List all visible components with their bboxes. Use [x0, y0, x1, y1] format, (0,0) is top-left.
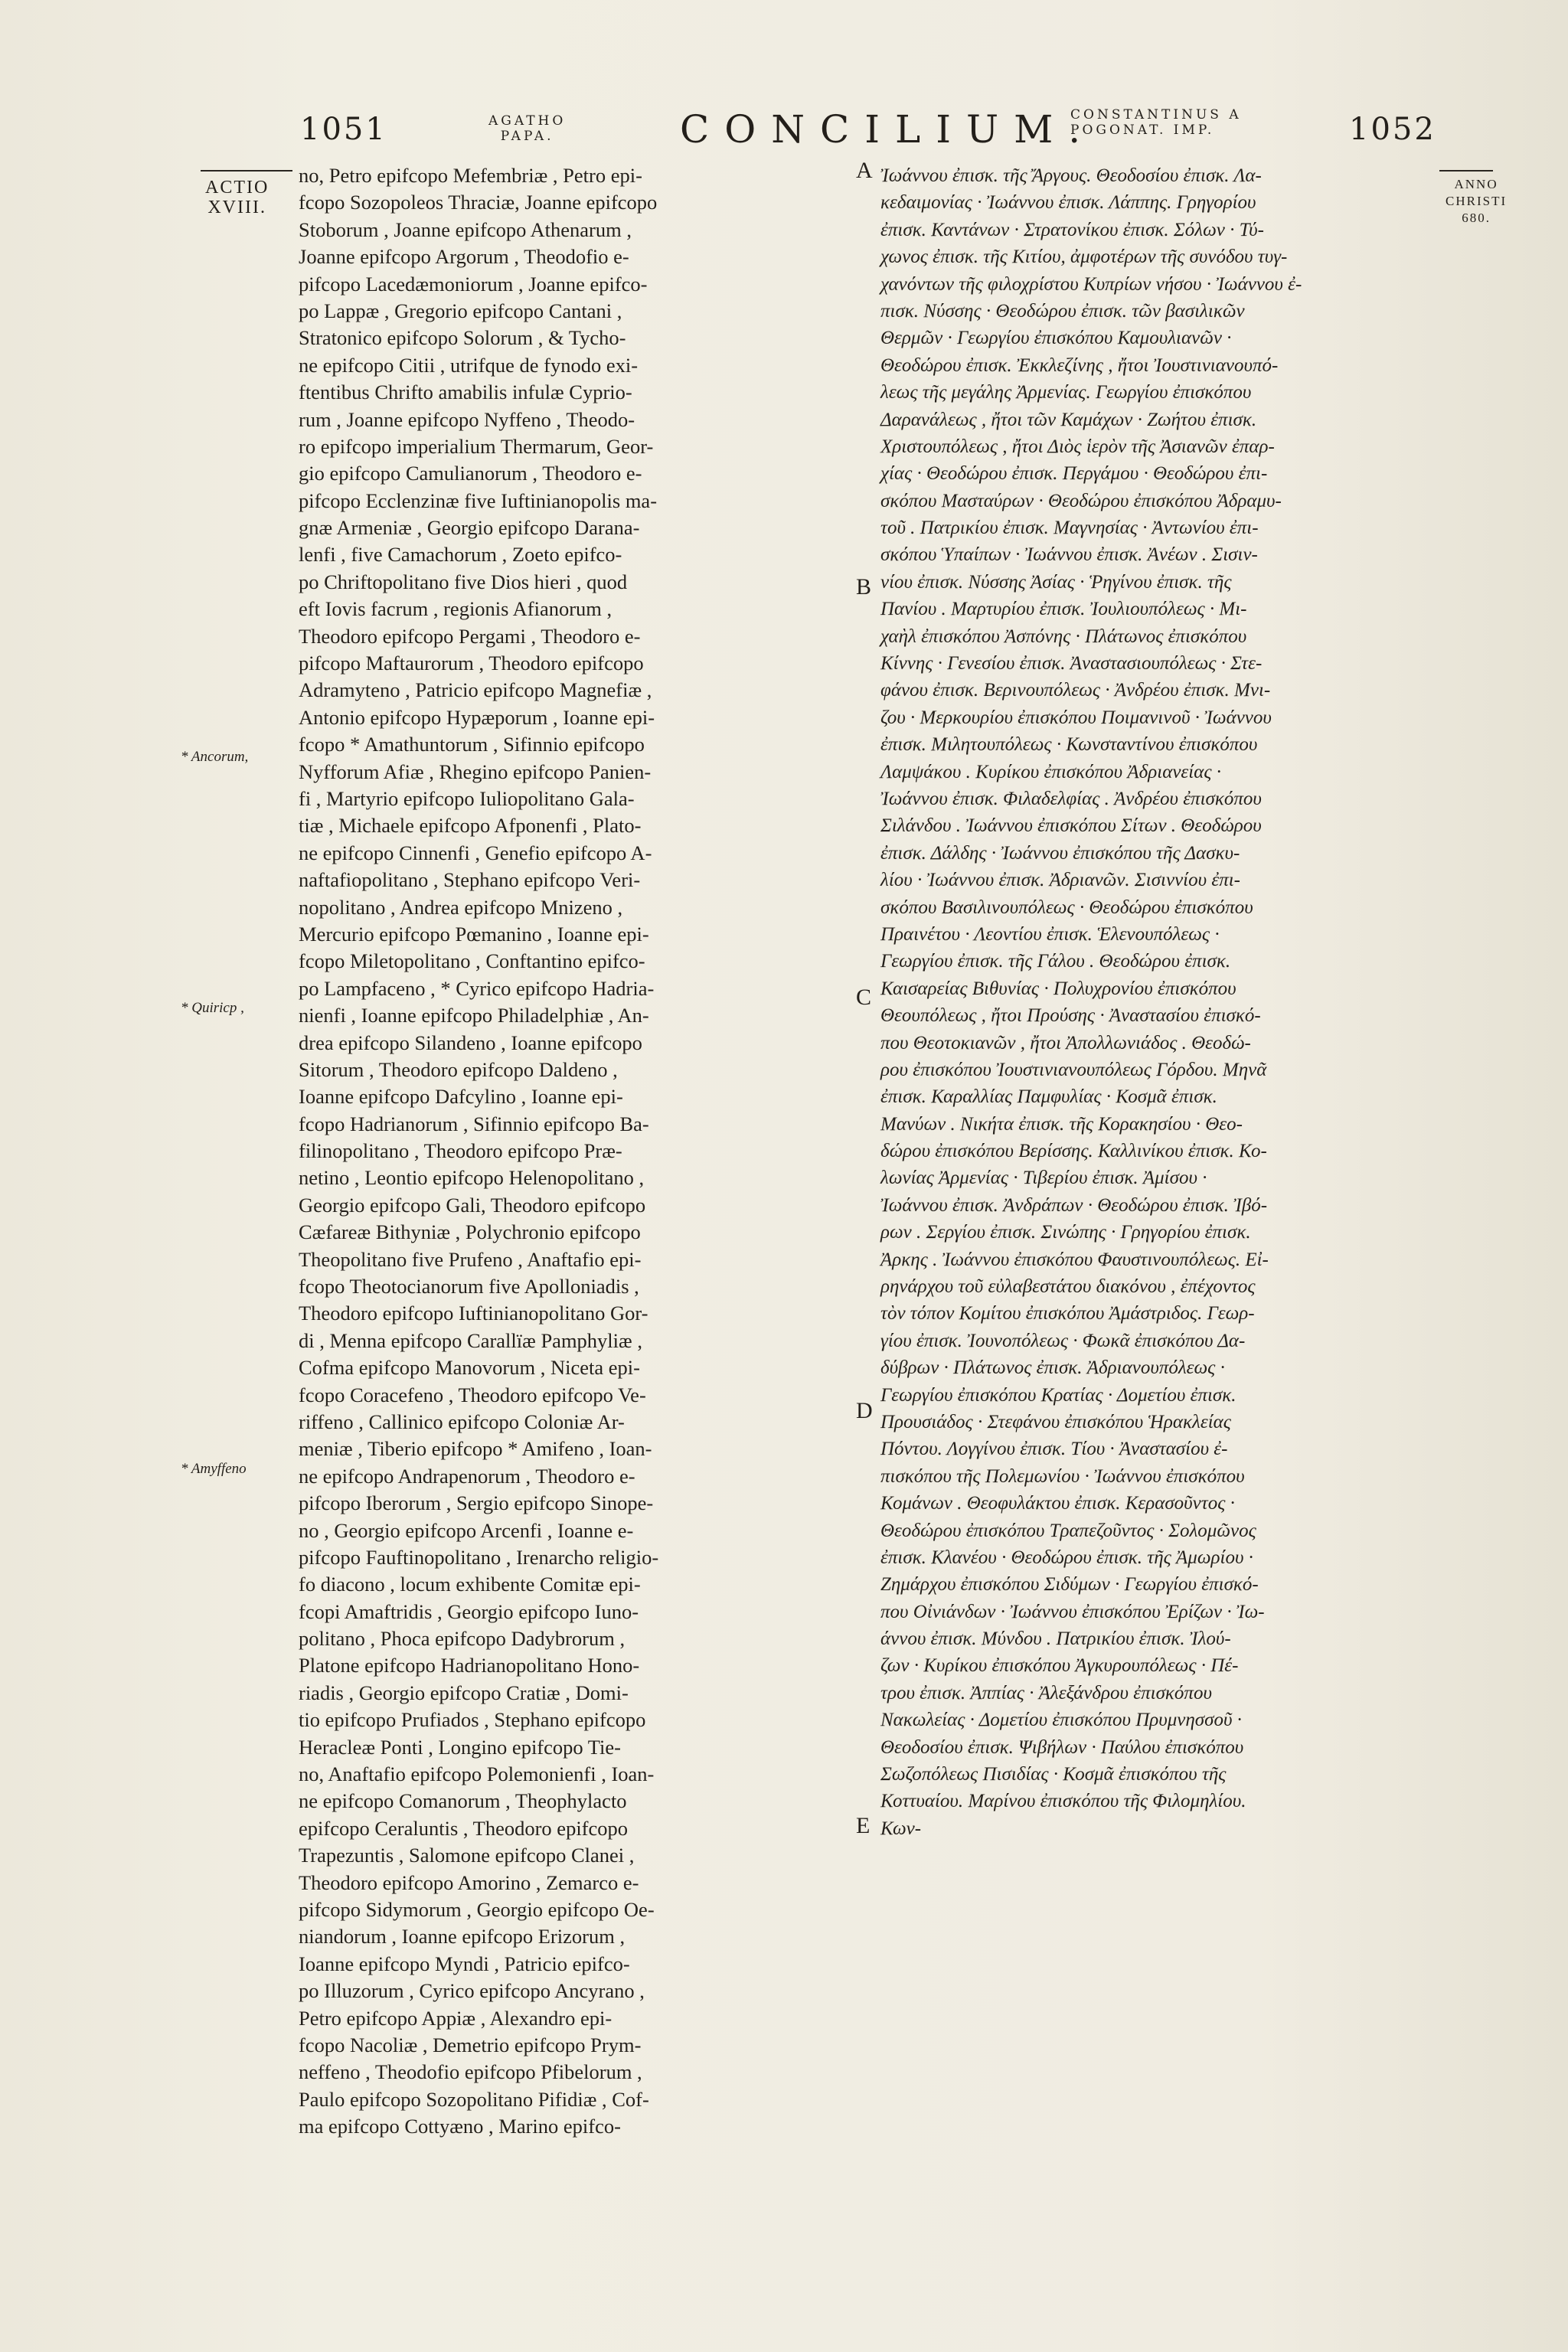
greek-text-line: φάνου ἐπισκ. Βερινουπόλεως · Ἀνδρέου ἐπισκ. Μνι- — [880, 680, 1271, 701]
latin-text-line: gio epifcopo Camulianorum , Theodoro e- — [299, 462, 642, 485]
latin-text-line: pifcopo Sidymorum , Georgio epifcopo Oe- — [299, 1898, 655, 1921]
greek-text-line: πισκ. Νύσσης · Θεοδώρου ἐπισκ. τῶν βασιλικῶν — [880, 300, 1245, 322]
greek-text-line: τὸν τόπον Κομίτου ἐπισκόπου Ἀμάστριδος. Γεωρ- — [880, 1303, 1255, 1325]
greek-text-line: Σωζοπόλεως Πισιδίας · Κοσμᾶ ἐπισκόπου τῆς — [880, 1764, 1227, 1785]
greek-text-line: Χριστουπόλεως , ἤτοι Διὸς ἱερὸν τῆς Ἀσιανῶν ἐπαρ- — [880, 436, 1275, 457]
latin-text-line: lenfi , five Camachorum , Zoeto epifco- — [299, 543, 622, 567]
greek-text-line: Δαρανάλεως , ἤτοι τῶν Καμάχων · Ζωήτου ἐπισκ. — [880, 409, 1257, 430]
author-line-2: PAPA. — [500, 129, 554, 144]
margin-note-quiricp: * Quiricp , — [181, 1000, 244, 1016]
latin-text-line: Theodoro epifcopo Iuftinianopolitano Gor- — [299, 1302, 648, 1325]
greek-column — [880, 162, 1436, 1842]
page-number-right: 1052 — [1349, 112, 1436, 147]
latin-text-line: di , Menna epifcopo Carallïæ Pamphyliæ , — [299, 1328, 642, 1352]
latin-text-line: Paulo epifcopo Sozopolitano Pifidiæ , Cof- — [299, 2087, 649, 2111]
latin-text-line: netino , Leontio epifcopo Helenopolitano , — [299, 1166, 645, 1190]
latin-text-line: po Chriftopolitano five Dios hieri , quod — [299, 570, 628, 593]
latin-text-line: Cæfareæ Bithyniæ , Polychronio epifcopo — [299, 1220, 641, 1244]
greek-text-line: ζου · Μερκουρίου ἐπισκόπου Ποιμανινοῦ · Ἰωάννου — [880, 707, 1272, 728]
greek-text-line: δώρου ἐπισκόπου Βερίσσης. Καλλινίκου ἐπισκ. Κο- — [880, 1141, 1267, 1162]
latin-column — [299, 162, 850, 2141]
latin-text-line: riadis , Georgio epifcopo Cratiæ , Domi- — [299, 1681, 629, 1704]
latin-text-line: niandorum , Ioanne epifcopo Erizorum , — [299, 1925, 626, 1949]
latin-text-line: gnæ Armeniæ , Georgio epifcopo Darana- — [299, 516, 640, 540]
greek-text-line: δύβρων · Πλάτωνος ἐπισκ. Ἀδριανουπόλεως · — [880, 1357, 1225, 1379]
latin-text-line: ne epifcopo Cinnenfi , Genefio epifcopo A- — [299, 841, 652, 864]
page-title: CONCILIUM. — [680, 107, 1096, 152]
latin-text-line: pifcopo Iberorum , Sergio epifcopo Sinope- — [299, 1491, 654, 1515]
section-letter-d: D — [856, 1398, 873, 1423]
greek-text-line: Πραινέτου · Λεοντίου ἐπισκ. Ἑλενουπόλεως · — [880, 923, 1220, 945]
greek-text-line: Κων- — [880, 1818, 922, 1839]
greek-text-line: Θεοδοσίου ἐπισκ. Ψιβήλων · Παύλου ἐπισκόπου — [880, 1736, 1244, 1758]
latin-text-line: Cofma epifcopo Manovorum , Niceta epi- — [299, 1356, 640, 1380]
latin-text-line: neffeno , Theodofio epifcopo Pfibelorum , — [299, 2060, 642, 2084]
greek-text-line: χίας · Θεοδώρου ἐπισκ. Περγάμου · Θεοδώρου ἐπι- — [880, 463, 1268, 485]
greek-text-line: που Θεοτοκιανῶν , ἤτοι Ἀπολλωνιάδος . Θεοδώ- — [880, 1032, 1251, 1054]
latin-text-line: Ioanne epifcopo Dafcylino , Ioanne epi- — [299, 1085, 623, 1109]
latin-text-line: Platone epifcopo Hadrianopolitano Hono- — [299, 1654, 640, 1677]
greek-text-line: λεως τῆς μεγάλης Ἀρμενίας. Γεωργίου ἐπισκόπου — [880, 382, 1252, 403]
latin-text-line: fo diacono , locum exhibente Comitæ epi- — [299, 1573, 641, 1596]
latin-text-line: nopolitano , Andrea epifcopo Mnizeno , — [299, 895, 623, 919]
greek-text-line: Λαμψάκου . Κυρίκου ἐπισκόπου Ἀδριανείας · — [880, 761, 1221, 782]
latin-text-line: po Lappæ , Gregorio epifcopo Cantani , — [299, 299, 622, 322]
greek-text-line: Θεοδώρου ἐπισκόπου Τραπεζοῦντος · Σολομῶνος — [880, 1520, 1256, 1541]
margin-rule-right — [1439, 170, 1493, 172]
margin-rule-left — [201, 170, 292, 172]
actio-line-2: XVIII. — [207, 198, 266, 217]
latin-text-line: ne epifcopo Citii , utrifque de fynodo exi- — [299, 353, 639, 377]
greek-text-line: ρηνάρχου τοῦ εὐλαβεστάτου διακόνου , ἐπέχοντος — [880, 1276, 1256, 1298]
greek-text-line: νίου ἐπισκ. Νύσσης Ἀσίας · Ῥηγίνου ἐπισκ. τῆς — [880, 571, 1232, 593]
latin-text-line: fcopo * Amathuntorum , Sifinnio epifcopo — [299, 733, 645, 756]
latin-text-line: fcopo Miletopolitano , Conftantino epifco- — [299, 949, 645, 973]
latin-text-line: ftentibus Chrifto amabilis infulæ Cyprio- — [299, 381, 632, 404]
latin-text-line: fcopo Theotocianorum five Apolloniadis , — [299, 1275, 639, 1298]
greek-text-line: Προυσιάδος · Στεφάνου ἐπισκόπου Ἡρακλείας — [880, 1411, 1231, 1432]
latin-text-line: tio epifcopo Prufiados , Stephano epifcopo — [299, 1708, 646, 1732]
latin-text-line: no, Anaftafio epifcopo Polemonienfi , Ioan- — [299, 1762, 655, 1786]
anno-line-1: ANNO — [1454, 177, 1498, 191]
actio-line-1: ACTIO — [205, 178, 270, 198]
greek-text-line: άννου ἐπισκ. Μύνδου . Πατρικίου ἐπισκ. Ἰλού- — [880, 1628, 1231, 1650]
greek-text-line: Ζημάρχου ἐπισκόπου Σιδύμων · Γεωργίου ἐπισκό- — [880, 1574, 1259, 1596]
latin-text-line: Mercurio epifcopo Pœmanino , Ioanne epi- — [299, 922, 649, 946]
latin-text-line: ne epifcopo Comanorum , Theophylacto — [299, 1789, 627, 1813]
latin-text-line: drea epifcopo Silandeno , Ioanne epifcopo — [299, 1031, 642, 1054]
latin-text-line: Adramyteno , Patricio epifcopo Magnefiæ , — [299, 678, 652, 702]
greek-text-line: Κίννης · Γενεσίου ἐπισκ. Ἀναστασιουπόλεως · Στε- — [880, 653, 1263, 675]
greek-text-line: χαὴλ ἐπισκόπου Ἀσπόνης · Πλάτωνος ἐπισκόπου — [880, 626, 1247, 647]
latin-text-line: fcopi Amaftridis , Georgio epifcopo Iuno- — [299, 1599, 639, 1623]
anno-line-2: CHRISTI — [1446, 194, 1508, 208]
latin-text-line: fi , Martyrio epifcopo Iuliopolitano Gala- — [299, 786, 635, 810]
greek-text-line: τοῦ . Πατρικίου ἐπισκ. Μαγνησίας · Ἀντωνίου ἐπι- — [880, 518, 1259, 539]
greek-text-line: λωνίας Ἀρμενίας · Τιβερίου ἐπισκ. Ἀμίσου · — [880, 1168, 1207, 1189]
latin-text-line: Georgio epifcopo Gali, Theodoro epifcopo — [299, 1193, 646, 1217]
latin-text-line: Sitorum , Theodoro epifcopo Daldeno , — [299, 1057, 618, 1081]
greek-text-line: χανόντων τῆς φιλοχρίστου Κυπρίων νήσου · Ἰωάννου ἐ- — [880, 273, 1302, 295]
latin-text-line: Trapezuntis , Salomone epifcopo Clanei , — [299, 1844, 635, 1867]
greek-text-line: κεδαιμονίας · Ἰωάννου ἐπισκ. Λάππης. Γρηγορίου — [880, 192, 1256, 214]
greek-text-line: λίου · Ἰωάννου ἐπισκ. Ἀδριανῶν. Σισιννίου ἐπι- — [880, 870, 1240, 891]
latin-text-line: ma epifcopo Cottyæno , Marino epifco- — [299, 2115, 621, 2138]
greek-text-line: Πόντου. Λογγίνου ἐπισκ. Τίου · Ἀναστασίου ἐ- — [880, 1439, 1228, 1460]
latin-text-line: Petro epifcopo Appiæ , Alexandro epi- — [299, 2006, 612, 2030]
latin-text-line: Ioanne epifcopo Myndi , Patricio epifco- — [299, 1952, 630, 1975]
latin-text-line: tiæ , Michaele epifcopo Afponenfi , Plato- — [299, 814, 642, 838]
greek-text-line: Σιλάνδου . Ἰωάννου ἐπισκόπου Σίτων . Θεοδώρου — [880, 815, 1262, 837]
latin-text-line: Stoborum , Joanne epifcopo Athenarum , — [299, 217, 632, 241]
emperor-heading — [1070, 107, 1242, 138]
latin-text-line: pifcopo Lacedæmoniorum , Joanne epifco- — [299, 272, 648, 296]
latin-text-line: politano , Phoca epifcopo Dadybrorum , — [299, 1627, 626, 1651]
actio-marker — [205, 178, 269, 217]
greek-text-line: Καισαρείας Βιθυνίας · Πολυχρονίου ἐπισκόπου — [880, 978, 1236, 999]
section-letter-a: A — [856, 158, 873, 183]
latin-text-line: ne epifcopo Andrapenorum , Theodoro e- — [299, 1464, 635, 1488]
greek-text-line: Ἰωάννου ἐπισκ. Φιλαδελφίας . Ἀνδρέου ἐπισκόπου — [880, 788, 1262, 809]
latin-text-line: riffeno , Callinico epifcopo Coloniæ Ar- — [299, 1410, 625, 1433]
greek-text-line: ἐπισκ. Μιλητουπόλεως · Κωνσταντίνου ἐπισκόπου — [880, 734, 1258, 756]
latin-text-line: po Illuzorum , Cyrico epifcopo Ancyrano , — [299, 1979, 645, 2003]
emperor-line-2: POGONAT. IMP. — [1070, 122, 1215, 138]
latin-text-line: fcopo Sozopoleos Thraciæ, Joanne epifcopo — [299, 191, 658, 214]
latin-text-line: Theodoro epifcopo Pergami , Theodoro e- — [299, 624, 641, 648]
latin-text-line: fcopo Nacoliæ , Demetrio epifcopo Prym- — [299, 2033, 642, 2056]
greek-text-line: Γεωργίου ἐπισκόπου Κρατίας · Δομετίου ἐπισκ. — [880, 1384, 1236, 1406]
greek-text-line: Κοττυαίου. Μαρίνου ἐπισκόπου τῆς Φιλομηλίου. — [880, 1791, 1246, 1812]
latin-text-line: Heracleæ Ponti , Longino epifcopo Tie- — [299, 1735, 621, 1759]
greek-text-line: σκόπου Μασταύρων · Θεοδώρου ἐπισκόπου Ἀδραμυ- — [880, 490, 1282, 511]
greek-text-line: Νακωλείας · Δομετίου ἐπισκόπου Πρυμνησσοῦ · — [880, 1710, 1242, 1731]
greek-text-line: ρου ἐπισκόπου Ἰουστινιανουπόλεως Γόρδου. Μηνᾶ — [880, 1059, 1267, 1080]
latin-text-line: pifcopo Fauftinopolitano , Irenarcho religio- — [299, 1545, 659, 1569]
latin-text-line: epifcopo Ceraluntis , Theodoro epifcopo — [299, 1816, 629, 1840]
greek-text-line: ἐπισκ. Καραλλίας Παμφυλίας · Κοσμᾶ ἐπισκ. — [880, 1086, 1217, 1108]
latin-text-line: pifcopo Ecclenzinæ five Iuftinianopolis ma- — [299, 488, 658, 512]
greek-text-line: πισκόπου τῆς Πολεμωνίου · Ἰωάννου ἐπισκόπου — [880, 1465, 1245, 1487]
greek-text-line: τρου ἐπισκ. Ἀππίας · Ἀλεξάνδρου ἐπισκόπου — [880, 1682, 1212, 1704]
greek-text-line: Ἰωάννου ἐπισκ. τῆς Ἄργους. Θεοδοσίου ἐπισκ. Λα- — [880, 165, 1262, 186]
section-letter-e: E — [856, 1813, 871, 1838]
latin-text-line: eft Iovis facrum , regionis Afianorum , — [299, 597, 612, 621]
latin-text-line: fcopo Hadrianorum , Sifinnio epifcopo Ba- — [299, 1112, 649, 1135]
anno-christi-marker — [1446, 176, 1507, 227]
greek-text-line: ἐπισκ. Καντάνων · Στρατονίκου ἐπισκ. Σόλων · Τύ- — [880, 219, 1264, 240]
latin-text-line: nienfi , Ioanne epifcopo Philadelphiæ , An- — [299, 1004, 649, 1027]
greek-text-line: Θεοδώρου ἐπισκ. Ἐκκλεζίνης , ἤτοι Ἰουστινιανουπό- — [880, 354, 1279, 376]
latin-text-line: filinopolitano , Theodoro epifcopo Præ- — [299, 1139, 622, 1163]
greek-text-line: ζων · Κυρίκου ἐπισκόπου Ἀγκυρουπόλεως · Πέ- — [880, 1655, 1239, 1677]
section-letter-b: B — [856, 574, 872, 599]
latin-text-line: no , Georgio epifcopo Arcenfi , Ioanne e- — [299, 1518, 634, 1542]
margin-note-ancorum: * Ancorum, — [181, 749, 249, 765]
latin-text-line: ro epifcopo imperialium Thermarum, Geor- — [299, 434, 654, 458]
greek-text-line: που Οἰνιάνδων · Ἰωάννου ἐπισκόπου Ἐρίζων · Ἰω- — [880, 1601, 1265, 1622]
greek-text-line: Πανίου . Μαρτυρίου ἐπισκ. Ἰουλιουπόλεως · Μι- — [880, 599, 1247, 620]
anno-line-3: 680. — [1462, 211, 1491, 225]
greek-text-line: σκόπου Βασιλινουπόλεως · Θεοδώρου ἐπισκόπου — [880, 897, 1253, 918]
latin-text-line: pifcopo Maftaurorum , Theodoro epifcopo — [299, 652, 644, 675]
margin-note-amyffeno: * Amyffeno — [181, 1461, 247, 1477]
latin-text-line: naftafiopolitano , Stephano epifcopo Veri- — [299, 868, 641, 892]
greek-text-line: χωνος ἐπισκ. τῆς Κιτίου, ἀμφοτέρων τῆς συνόδου τυγ- — [880, 247, 1288, 268]
latin-text-line: po Lampfaceno , * Cyrico epifcopo Hadria- — [299, 976, 655, 1000]
greek-text-line: Ἰωάννου ἐπισκ. Ἀνδράπων · Θεοδώρου ἐπισκ. Ἰβό- — [880, 1194, 1268, 1216]
latin-text-line: Antonio epifcopo Hypæporum , Ioanne epi- — [299, 705, 655, 729]
latin-text-line: fcopo Coracefeno , Theodoro epifcopo Ve- — [299, 1383, 646, 1406]
greek-text-line: ἐπισκ. Κλανέου · Θεοδώρου ἐπισκ. τῆς Ἀμωρίου · — [880, 1547, 1253, 1568]
greek-text-line: ἐπισκ. Δάλδης · Ἰωάννου ἐπισκόπου τῆς Δασκυ- — [880, 842, 1240, 864]
author-line-1: AGATHO — [488, 113, 567, 129]
latin-text-line: rum , Joanne epifcopo Nyffeno , Theodo- — [299, 407, 635, 431]
latin-text-line: Nyfforum Afiæ , Rhegino epifcopo Panien- — [299, 760, 652, 783]
greek-text-line: Θερμῶν · Γεωργίου ἐπισκόπου Καμουλιανῶν · — [880, 328, 1232, 349]
greek-text-line: Θεουπόλεως , ἤτοι Προύσης · Ἀναστασίου ἐπισκό- — [880, 1005, 1261, 1027]
greek-text-line: γίου ἐπισκ. Ἰουνοπόλεως · Φωκᾶ ἐπισκόπου Δα- — [880, 1330, 1246, 1351]
greek-text-line: Μανύων . Νικήτα ἐπισκ. τῆς Κορακησίου · Θεο- — [880, 1113, 1243, 1135]
greek-text-line: Γεωργίου ἐπισκ. τῆς Γάλου . Θεοδώρου ἐπισκ. — [880, 951, 1231, 972]
page-number-left: 1051 — [300, 112, 387, 147]
greek-text-line: Ἀρκης . Ἰωάννου ἐπισκόπου Φαυστινουπόλεως. Εἰ- — [880, 1249, 1269, 1270]
running-header — [0, 100, 1568, 153]
latin-text-line: Theodoro epifcopo Amorino , Zemarco e- — [299, 1870, 639, 1894]
emperor-line-1: CONSTANTINUS A — [1070, 107, 1242, 122]
latin-text-line: Stratonico epifcopo Solorum , & Tycho- — [299, 326, 626, 350]
section-letter-c: C — [856, 985, 872, 1010]
latin-text-line: Theopolitano five Prufeno , Anaftafio epi- — [299, 1247, 642, 1271]
greek-text-line: ρων . Σεργίου ἐπισκ. Σινώπης · Γρηγορίου ἐπισκ. — [880, 1222, 1251, 1243]
latin-text-line: meniæ , Tiberio epifcopo * Amifeno , Ioan- — [299, 1437, 652, 1461]
author-heading — [488, 113, 566, 144]
latin-text-line: Joanne epifcopo Argorum , Theodofio e- — [299, 245, 629, 269]
greek-text-line: Κομάνων . Θεοφυλάκτου ἐπισκ. Κερασοῦντος · — [880, 1493, 1235, 1514]
latin-text-line: no, Petro epifcopo Mefembriæ , Petro epi- — [299, 164, 642, 187]
greek-text-line: σκόπου Ὑπαίπων · Ἰωάννου ἐπισκ. Ἀνέων . Σισιν- — [880, 544, 1258, 566]
